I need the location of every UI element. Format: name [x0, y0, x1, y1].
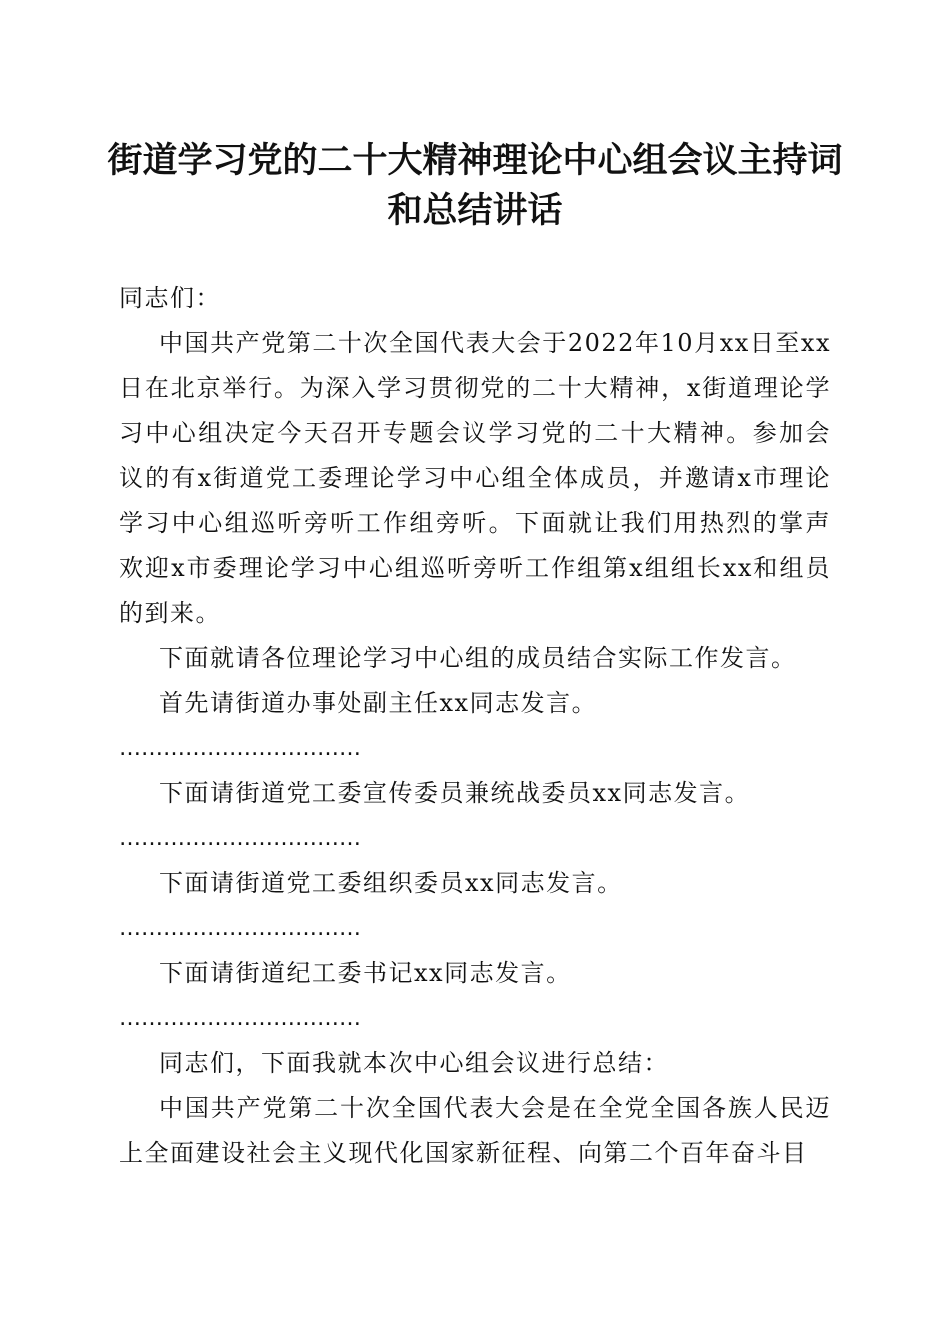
ellipsis-line: …………………………… — [119, 826, 361, 851]
paragraph: 中国共产党第二十次全国代表大会是在全党全国各族人民迈上全面建设社会主义现代化国家新征程、向第二个百年奋斗目 — [119, 1094, 831, 1167]
paragraph: 下面请街道党工委宣传委员兼统战委员xx同志发言。 — [159, 779, 751, 807]
paragraph: 下面请街道党工委组织委员xx同志发言。 — [159, 869, 623, 897]
ellipsis-line: …………………………… — [119, 916, 361, 941]
paragraph: 同志们，下面我就本次中心组会议进行总结： — [159, 1049, 669, 1077]
paragraph: 首先请街道办事处副主任xx同志发言。 — [159, 689, 598, 717]
paragraph-intro: 中国共产党第二十次全国代表大会于2022年10月xx日至xx日在北京举行。为深入学习贯彻党的二十大精神，x街道理论学习中心组决定今天召开专题会议学习党的二十大精神。参加会议的有x街道党工委理论学习中心组全体成员，并邀请x市理论学习中心组巡听旁听工作组旁听。下面就让我们用热烈的掌声欢迎x市委理论学习中心组巡听旁听工作组第x组组长xx和组员的到来。 — [119, 329, 831, 627]
ellipsis-line: …………………………… — [119, 1006, 361, 1031]
document-body — [119, 276, 831, 1176]
document-title: 街道学习党的二十大精神理论中心组会议主持词和总结讲话 — [107, 140, 843, 231]
ellipsis-line: …………………………… — [119, 736, 361, 761]
paragraph: 下面请街道纪工委书记xx同志发言。 — [159, 959, 572, 987]
greeting: 同志们： — [119, 284, 221, 312]
paragraph: 下面就请各位理论学习中心组的成员结合实际工作发言。 — [159, 644, 797, 672]
